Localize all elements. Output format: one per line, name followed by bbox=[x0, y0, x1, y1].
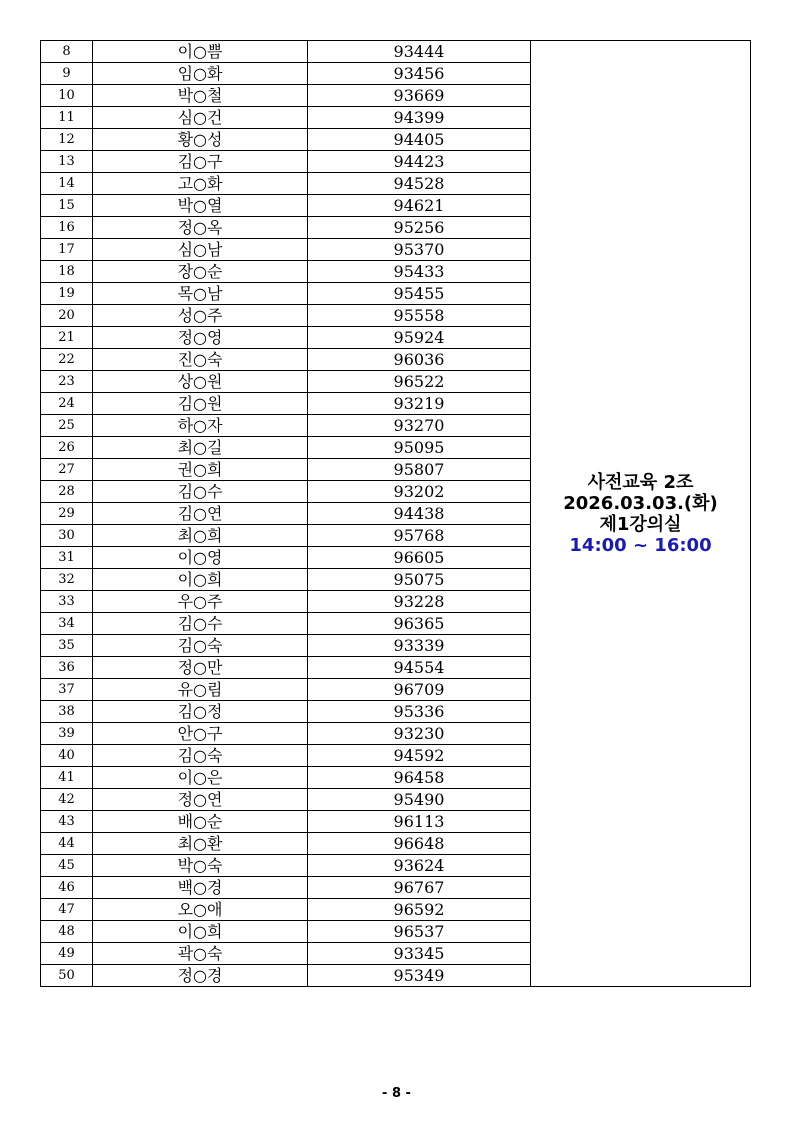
participant-name: 이○쁨 bbox=[93, 41, 308, 63]
participant-name: 백○경 bbox=[93, 877, 308, 899]
participant-id: 94405 bbox=[308, 129, 531, 151]
row-number: 30 bbox=[41, 525, 93, 547]
row-number: 42 bbox=[41, 789, 93, 811]
session-info-cell bbox=[531, 41, 751, 987]
participant-id: 95095 bbox=[308, 437, 531, 459]
participant-id: 94592 bbox=[308, 745, 531, 767]
participant-id: 95256 bbox=[308, 217, 531, 239]
row-number: 16 bbox=[41, 217, 93, 239]
session-room: 제1강의실 bbox=[599, 513, 682, 535]
participant-id: 95075 bbox=[308, 569, 531, 591]
participant-name: 임○화 bbox=[93, 63, 308, 85]
row-number: 19 bbox=[41, 283, 93, 305]
participant-id: 96592 bbox=[308, 899, 531, 921]
participant-name: 김○연 bbox=[93, 503, 308, 525]
participant-id: 96522 bbox=[308, 371, 531, 393]
participant-id: 94621 bbox=[308, 195, 531, 217]
row-number: 20 bbox=[41, 305, 93, 327]
participant-name: 김○수 bbox=[93, 481, 308, 503]
participant-name: 김○수 bbox=[93, 613, 308, 635]
participant-name: 이○영 bbox=[93, 547, 308, 569]
participant-name: 김○구 bbox=[93, 151, 308, 173]
participant-id: 93624 bbox=[308, 855, 531, 877]
participant-id: 94528 bbox=[308, 173, 531, 195]
participant-id: 96113 bbox=[308, 811, 531, 833]
participant-id: 96458 bbox=[308, 767, 531, 789]
participant-name: 상○원 bbox=[93, 371, 308, 393]
row-number: 31 bbox=[41, 547, 93, 569]
row-number: 11 bbox=[41, 107, 93, 129]
row-number: 41 bbox=[41, 767, 93, 789]
participant-id: 96537 bbox=[308, 921, 531, 943]
row-number: 26 bbox=[41, 437, 93, 459]
participant-name: 정○만 bbox=[93, 657, 308, 679]
participant-name: 이○희 bbox=[93, 921, 308, 943]
participant-name: 유○림 bbox=[93, 679, 308, 701]
participant-id: 95768 bbox=[308, 525, 531, 547]
participant-id: 93270 bbox=[308, 415, 531, 437]
row-number: 13 bbox=[41, 151, 93, 173]
row-number: 47 bbox=[41, 899, 93, 921]
row-number: 44 bbox=[41, 833, 93, 855]
participant-id: 93444 bbox=[308, 41, 531, 63]
participant-id: 96767 bbox=[308, 877, 531, 899]
participant-id: 95349 bbox=[308, 965, 531, 987]
participant-id: 93339 bbox=[308, 635, 531, 657]
participant-name: 장○순 bbox=[93, 261, 308, 283]
participant-id: 93669 bbox=[308, 85, 531, 107]
participant-name: 진○숙 bbox=[93, 349, 308, 371]
participant-id: 95370 bbox=[308, 239, 531, 261]
participant-name: 김○숙 bbox=[93, 745, 308, 767]
row-number: 34 bbox=[41, 613, 93, 635]
participant-name: 김○원 bbox=[93, 393, 308, 415]
row-number: 46 bbox=[41, 877, 93, 899]
row-number: 28 bbox=[41, 481, 93, 503]
participant-name: 권○희 bbox=[93, 459, 308, 481]
session-time: 14:00 ~ 16:00 bbox=[569, 534, 712, 556]
participant-name: 고○화 bbox=[93, 173, 308, 195]
participant-id: 93230 bbox=[308, 723, 531, 745]
row-number: 45 bbox=[41, 855, 93, 877]
participant-id: 96605 bbox=[308, 547, 531, 569]
participant-name: 안○구 bbox=[93, 723, 308, 745]
session-date: 2026.03.03.(화) bbox=[563, 492, 718, 514]
row-number: 36 bbox=[41, 657, 93, 679]
table-row bbox=[41, 41, 751, 63]
participant-id: 96365 bbox=[308, 613, 531, 635]
participant-id: 93345 bbox=[308, 943, 531, 965]
row-number: 22 bbox=[41, 349, 93, 371]
row-number: 25 bbox=[41, 415, 93, 437]
participant-id: 94423 bbox=[308, 151, 531, 173]
row-number: 10 bbox=[41, 85, 93, 107]
row-number: 24 bbox=[41, 393, 93, 415]
participant-name: 오○애 bbox=[93, 899, 308, 921]
row-number: 32 bbox=[41, 569, 93, 591]
participant-name: 김○숙 bbox=[93, 635, 308, 657]
row-number: 23 bbox=[41, 371, 93, 393]
participant-id: 94399 bbox=[308, 107, 531, 129]
row-number: 8 bbox=[41, 41, 93, 63]
row-number: 37 bbox=[41, 679, 93, 701]
participant-id: 96036 bbox=[308, 349, 531, 371]
row-number: 29 bbox=[41, 503, 93, 525]
row-number: 21 bbox=[41, 327, 93, 349]
participant-name: 황○성 bbox=[93, 129, 308, 151]
row-number: 14 bbox=[41, 173, 93, 195]
participant-name: 최○환 bbox=[93, 833, 308, 855]
participant-id: 94554 bbox=[308, 657, 531, 679]
row-number: 12 bbox=[41, 129, 93, 151]
participant-name: 곽○숙 bbox=[93, 943, 308, 965]
participant-id: 96648 bbox=[308, 833, 531, 855]
participant-name: 우○주 bbox=[93, 591, 308, 613]
row-number: 38 bbox=[41, 701, 93, 723]
participant-id: 95558 bbox=[308, 305, 531, 327]
participant-name: 이○은 bbox=[93, 767, 308, 789]
participant-name: 정○옥 bbox=[93, 217, 308, 239]
participant-id: 94438 bbox=[308, 503, 531, 525]
row-number: 50 bbox=[41, 965, 93, 987]
participant-name: 최○길 bbox=[93, 437, 308, 459]
participant-id: 93456 bbox=[308, 63, 531, 85]
participant-name: 박○숙 bbox=[93, 855, 308, 877]
participant-id: 93202 bbox=[308, 481, 531, 503]
participant-name: 성○주 bbox=[93, 305, 308, 327]
participant-name: 하○자 bbox=[93, 415, 308, 437]
row-number: 43 bbox=[41, 811, 93, 833]
participant-id: 95455 bbox=[308, 283, 531, 305]
page-number: - 8 - bbox=[382, 1086, 411, 1101]
row-number: 15 bbox=[41, 195, 93, 217]
row-number: 18 bbox=[41, 261, 93, 283]
participant-name: 심○건 bbox=[93, 107, 308, 129]
participant-name: 이○희 bbox=[93, 569, 308, 591]
participant-id: 95433 bbox=[308, 261, 531, 283]
participant-name: 배○순 bbox=[93, 811, 308, 833]
roster-table bbox=[40, 40, 751, 987]
row-number: 33 bbox=[41, 591, 93, 613]
participant-name: 정○연 bbox=[93, 789, 308, 811]
row-number: 27 bbox=[41, 459, 93, 481]
participant-id: 96709 bbox=[308, 679, 531, 701]
participant-id: 93228 bbox=[308, 591, 531, 613]
row-number: 49 bbox=[41, 943, 93, 965]
participant-name: 박○열 bbox=[93, 195, 308, 217]
participant-name: 심○남 bbox=[93, 239, 308, 261]
participant-name: 정○영 bbox=[93, 327, 308, 349]
row-number: 35 bbox=[41, 635, 93, 657]
participant-name: 정○경 bbox=[93, 965, 308, 987]
participant-name: 김○정 bbox=[93, 701, 308, 723]
session-title: 사전교육 2조 bbox=[587, 471, 694, 493]
participant-id: 95924 bbox=[308, 327, 531, 349]
roster-body bbox=[41, 41, 751, 987]
participant-id: 95490 bbox=[308, 789, 531, 811]
row-number: 9 bbox=[41, 63, 93, 85]
participant-name: 최○희 bbox=[93, 525, 308, 547]
participant-id: 95336 bbox=[308, 701, 531, 723]
participant-id: 93219 bbox=[308, 393, 531, 415]
participant-id: 95807 bbox=[308, 459, 531, 481]
participant-name: 목○남 bbox=[93, 283, 308, 305]
row-number: 40 bbox=[41, 745, 93, 767]
participant-name: 박○철 bbox=[93, 85, 308, 107]
row-number: 17 bbox=[41, 239, 93, 261]
row-number: 48 bbox=[41, 921, 93, 943]
row-number: 39 bbox=[41, 723, 93, 745]
